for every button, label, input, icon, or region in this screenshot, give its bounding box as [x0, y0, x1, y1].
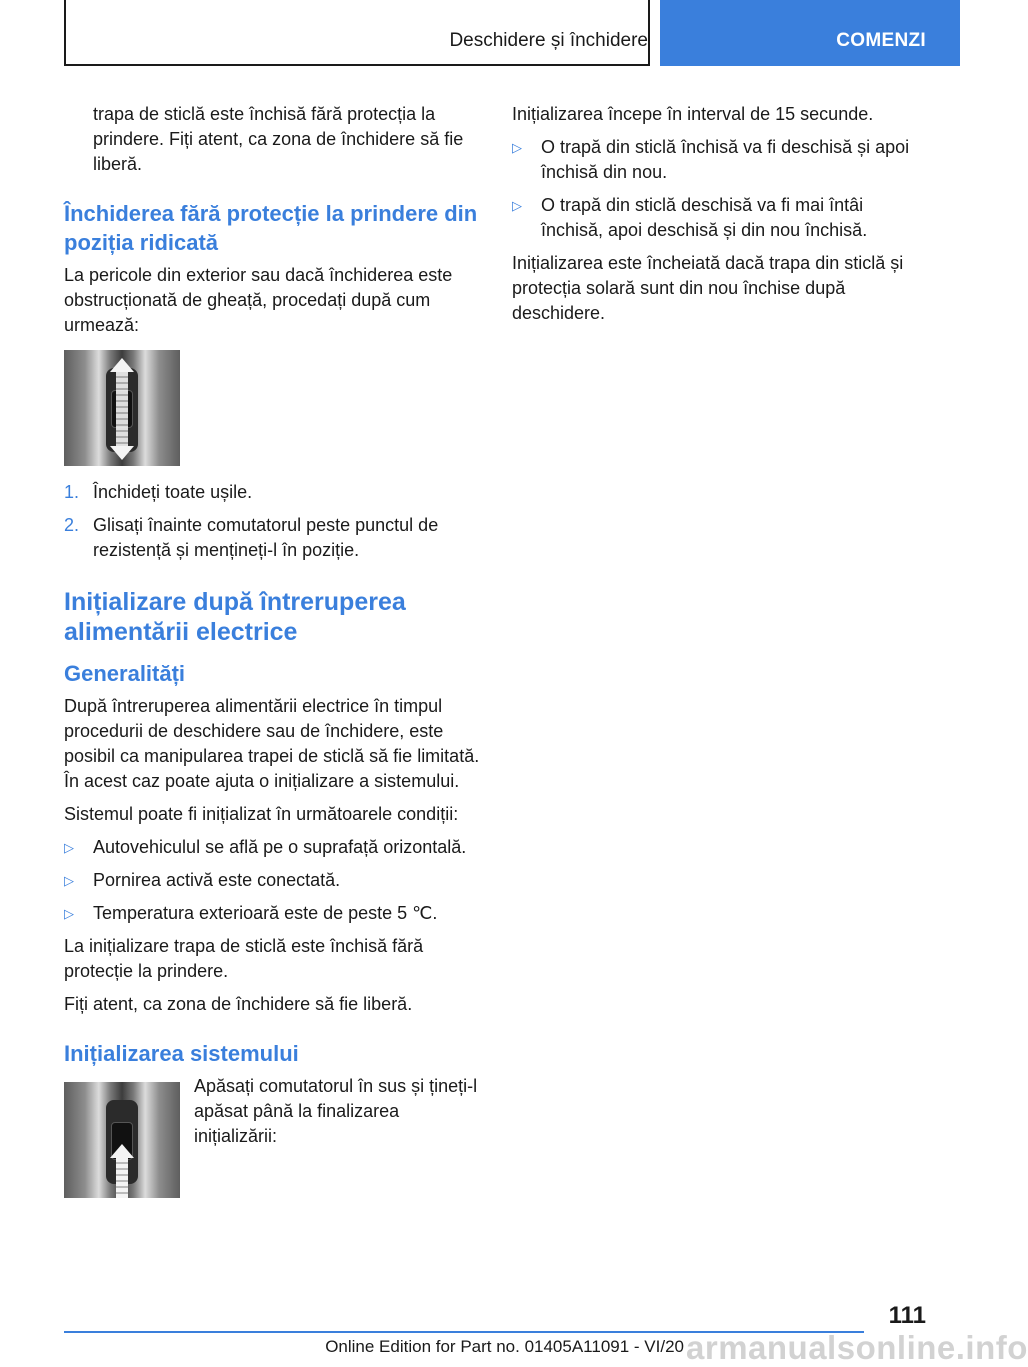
- general-paragraph-1: După întreruperea alimentării electrice în timpul procedurii de deschidere sau de închidere, este posibil ca manipularea trapei de sticlă să fie limitată. În acest caz poate ajuta o inițializare a sistemului.: [64, 696, 480, 791]
- watermark: armanualsonline.info: [686, 1329, 1028, 1366]
- left-column: [64, 102, 484, 1204]
- condition-text: Pornirea activă este conectată.: [93, 870, 341, 890]
- heading-general: Generalități: [64, 661, 186, 686]
- switch-figure-open-close: [64, 350, 484, 466]
- bullet-text: O trapă din sticlă închisă va fi deschisă și apoi închisă din nou.: [541, 137, 910, 182]
- switch-figure-press-up: [64, 1082, 180, 1198]
- heading-initialization: Inițializare după întreruperea alimentării electrice: [64, 588, 406, 646]
- heading-system-initialization: Inițializarea sistemului: [64, 1041, 299, 1066]
- intro-paragraph: trapa de sticlă este închisă fără protecția la prindere. Fiți atent, ca zona de închidere să fie liberă.: [93, 104, 464, 174]
- roof-switch-image: [64, 350, 180, 466]
- page-number: 111: [888, 1302, 926, 1329]
- list-item: [64, 868, 484, 893]
- system-paragraph: Apăsați comutatorul în sus și țineți-l apăsat până la finalizarea inițializării:: [194, 1076, 478, 1146]
- list-item: [64, 513, 484, 563]
- step-text: Închideți toate ușile.: [93, 482, 253, 502]
- roof-switch-image: [64, 1082, 180, 1198]
- condition-text: Temperatura exterioară este de peste 5 ℃.: [93, 903, 438, 923]
- arrow-up-icon: [110, 1144, 134, 1158]
- arrow-down-icon: [110, 446, 134, 460]
- right-column: [512, 102, 928, 334]
- general-paragraph-2: Sistemul poate fi inițializat în următoarele condiții:: [64, 804, 459, 824]
- list-item: [512, 193, 928, 243]
- triangle-bullet-icon: ▷: [64, 873, 74, 888]
- footer-edition: Online Edition for Part no. 01405A11091 - VI/20: [325, 1337, 684, 1356]
- triangle-bullet-icon: ▷: [512, 140, 522, 155]
- list-item: [64, 835, 484, 860]
- closing-paragraph: La pericole din exterior sau dacă închiderea este obstrucționată de gheață, procedați după cum urmează:: [64, 265, 453, 335]
- triangle-bullet-icon: ▷: [512, 198, 522, 213]
- step-text: Glisați înainte comutatorul peste punctul de rezistență și mențineți-l în poziție.: [93, 515, 439, 560]
- general-paragraph-4: Fiți atent, ca zona de închidere să fie liberă.: [64, 994, 413, 1014]
- init-start-paragraph: Inițializarea începe în interval de 15 secunde.: [512, 104, 874, 124]
- arrow-up-icon: [110, 358, 134, 372]
- bullet-text: O trapă din sticlă deschisă va fi mai întâi închisă, apoi deschisă și din nou închisă.: [541, 195, 868, 240]
- heading-closing-without-protection: Închiderea fără protecție la prindere din poziția ridicată: [64, 201, 478, 255]
- triangle-bullet-icon: ▷: [64, 906, 74, 921]
- header-chapter-label: COMENZI: [836, 30, 926, 51]
- init-end-paragraph: Inițializarea este încheiată dacă trapa din sticlă și protecția solară sunt din nou închise după deschidere.: [512, 253, 904, 323]
- list-item: [64, 480, 484, 505]
- step-number: 1.: [64, 482, 80, 502]
- general-paragraph-3: La inițializare trapa de sticlă este închisă fără protecție la prindere.: [64, 936, 424, 981]
- header-chapter-tab[interactable]: [660, 0, 960, 66]
- step-number: 2.: [64, 515, 80, 535]
- list-item: [512, 135, 928, 185]
- triangle-bullet-icon: ▷: [64, 840, 74, 855]
- header-section-title: Deschidere și închidere: [449, 30, 648, 51]
- list-item: [64, 901, 484, 926]
- condition-text: Autovehiculul se află pe o suprafață orizontală.: [93, 837, 467, 857]
